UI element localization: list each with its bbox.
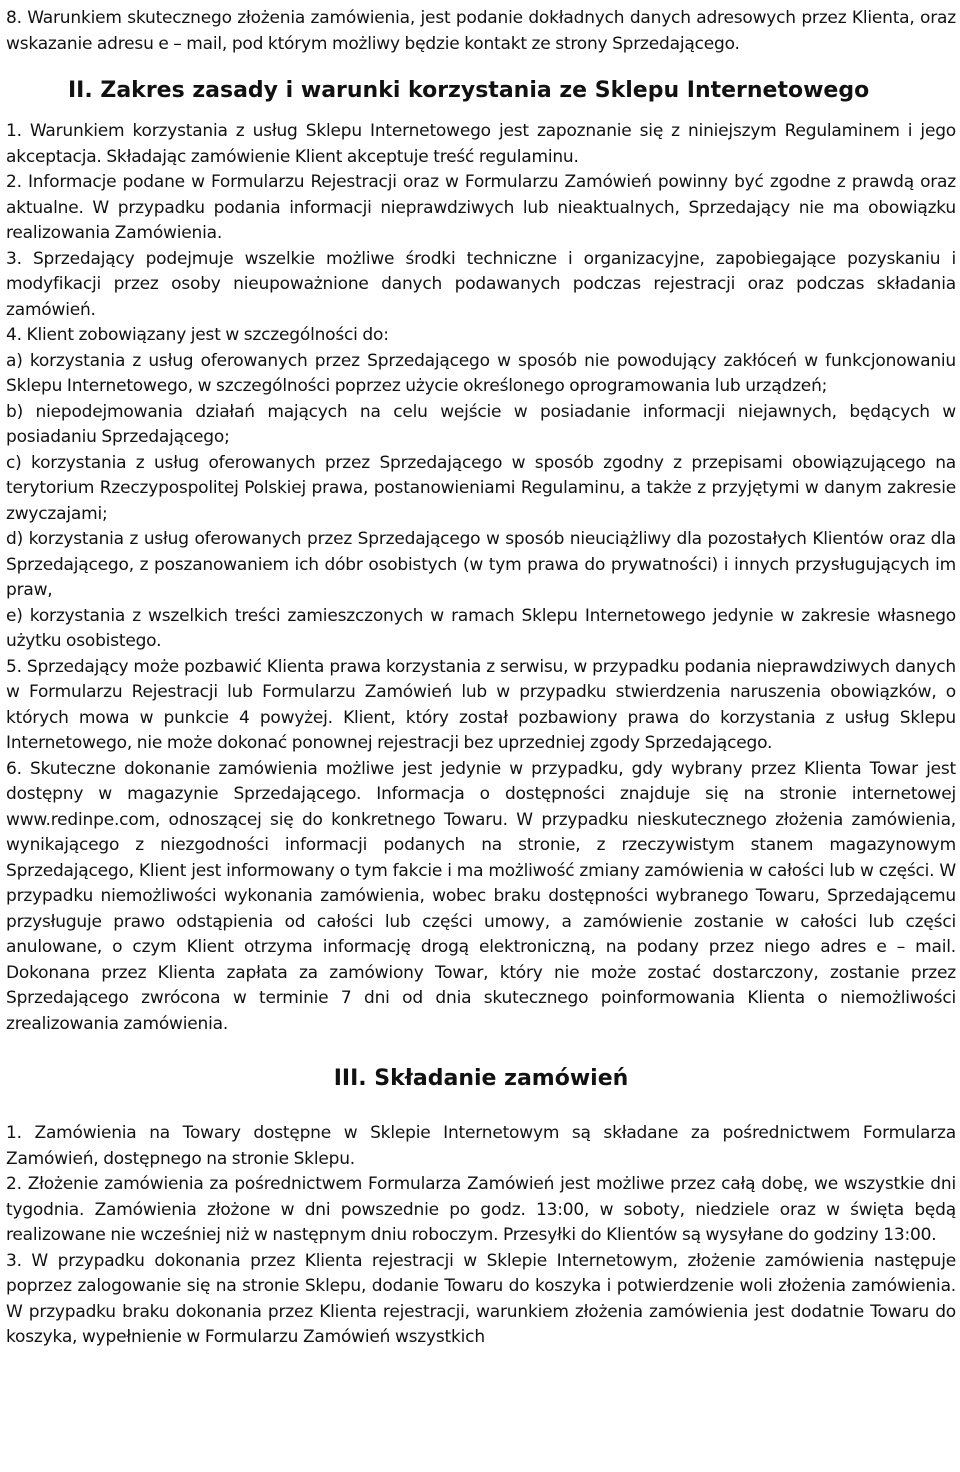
section-2-item-d: d) korzystania z usług oferowanych przez Sprzedającego w sposób nieuciążliwy dla pozostałych Klientów oraz dla Sprzedającego, z poszanowaniem ich dóbr osobistych (w tym prawa do prywatności) i innych przysługujących im praw, [6,529,956,600]
section-2-item-b: b) niepodejmowania działań mających na celu wejście w posiadanie informacji niejawnych, będących w posiadaniu Sprzedającego; [6,401,956,447]
section-3-paragraph-1: 1. Zamówienia na Towary dostępne w Sklepie Internetowym są składane za pośrednictwem Formularza Zamówień, dostępnego na stronie Sklepu. [6,1123,956,1169]
section-2-item-e: e) korzystania z wszelkich treści zamieszczonych w ramach Sklepu Internetowego jedynie w zakresie własnego użytku osobistego. [6,605,956,651]
section-2-paragraph-2: 2. Informacje podane w Formularzu Rejestracji oraz w Formularzu Zamówień powinny być zgodne z prawdą oraz aktualne. W przypadku podania informacji nieprawdziwych lub nieaktualnych, Sprzedający nie ma obowiązku realizowania Zamówienia. [6,172,956,243]
section-3-heading: III. Składanie zamówień [333,1066,629,1091]
section-2-paragraph-5: 5. Sprzedający może pozbawić Klienta prawa korzystania z serwisu, w przypadku podania nieprawdziwych danych w Formularzu Rejestracji lub Formularzu Zamówień lub w przypadku stwierdzenia naruszenia obowiązków, o których mowa w punkcie 4 powyżej. Klient, który został pozbawiony prawa do korzystania z usług Sklepu Internetowego, nie może dokonać ponownej rejestracji bez uprzedniej zgody Sprzedającego. [6,656,956,753]
section-2-paragraph-6: 6. Skuteczne dokonanie zamówienia możliwe jest jedynie w przypadku, gdy wybrany przez Klienta Towar jest dostępny w magazynie Sprzedającego. Informacja o dostępności znajduje się na stronie internetowej www.redinpe.com, odnoszącej się do konkretnego Towaru. W przypadku nieskutecznego złożenia zamówienia, wynikającego z niezgodności informacji podanych na stronie, z rzeczywistym stanem magazynowym Sprzedającego, Klient jest informowany o tym fakcie i ma możliwość zmiany zamówienia w całości lub w części. W przypadku niemożliwości wykonania zamówienia, wobec braku dostępności wybranego Towaru, Sprzedającemu przysługuje prawo odstąpienia od całości lub części umowy, a zamówienie zostanie w całości lub części anulowane, o czym Klient otrzyma informację drogą elektroniczną, na podany przez niego adres e – mail. Dokonana przez Klienta zapłata za zamówiony Towar, który nie może zostać dostarczony, zostanie przez Sprzedającego zwrócona w terminie 7 dni od dnia skutecznego poinformowania Klienta o niemożliwości zrealizowania zamówienia. [6,758,956,1034]
section-2-item-a: a) korzystania z usług oferowanych przez Sprzedającego w sposób nie powodujący zakłóceń w funkcjonowaniu Sklepu Internetowego, w szczególności poprzez użycie określonego oprogramowania lub urządzeń; [6,350,956,396]
document-page [6,6,956,1351]
section-2-paragraph-3: 3. Sprzedający podejmuje wszelkie możliwe środki techniczne i organizacyjne, zapobiegające pozyskaniu i modyfikacji przez osoby nieupoważnione danych podawanych podczas rejestracji oraz podczas składania zamówień. [6,248,956,320]
section-3-paragraph-2: 2. Złożenie zamówienia za pośrednictwem Formularza Zamówień jest możliwe przez całą dobę, we wszystkie dni tygodnia. Zamówienia złożone w dni powszednie po godz. 13:00, w soboty, niedziele oraz w święta będą realizowane nie wcześniej niż w następnym dniu roboczym. Przesyłki do Klientów są wysyłane do godziny 13:00. [6,1174,956,1245]
section-2-paragraph-4: 4. Klient zobowiązany jest w szczególności do: [6,325,389,345]
section-3-paragraph-3: 3. W przypadku dokonania przez Klienta rejestracji w Sklepie Internetowym, złożenie zamówienia następuje poprzez zalogowanie się na stronie Sklepu, dodanie Towaru do koszyka i potwierdzenie woli złożenia zamówienia. W przypadku braku dokonania przez Klienta rejestracji, warunkiem złożenia zamówienia jest dodatnie Towaru do koszyka, wypełnienie w Formularzu Zamówień wszystkich [6,1250,956,1347]
section-2-item-c: c) korzystania z usług oferowanych przez Sprzedającego w sposób zgodny z przepisami obowiązującego na terytorium Rzeczypospolitej Polskiej prawa, postanowieniami Regulaminu, a także z przyjętymi w danym zakresie zwyczajami; [6,452,956,524]
section-2-heading: II. Zakres zasady i warunki korzystania ze Sklepu Internetowego [68,78,870,103]
section-2-paragraph-1: 1. Warunkiem korzystania z usług Sklepu Internetowego jest zapoznanie się z niniejszym Regulaminem i jego akceptacja. Składając zamówienie Klient akceptuje treść regulaminu. [6,121,956,167]
paragraph-8-intro: 8. Warunkiem skutecznego złożenia zamówienia, jest podanie dokładnych danych adresowych przez Klienta, oraz wskazanie adresu e – mail, pod którym możliwy będzie kontakt ze strony Sprzedającego. [6,8,956,54]
